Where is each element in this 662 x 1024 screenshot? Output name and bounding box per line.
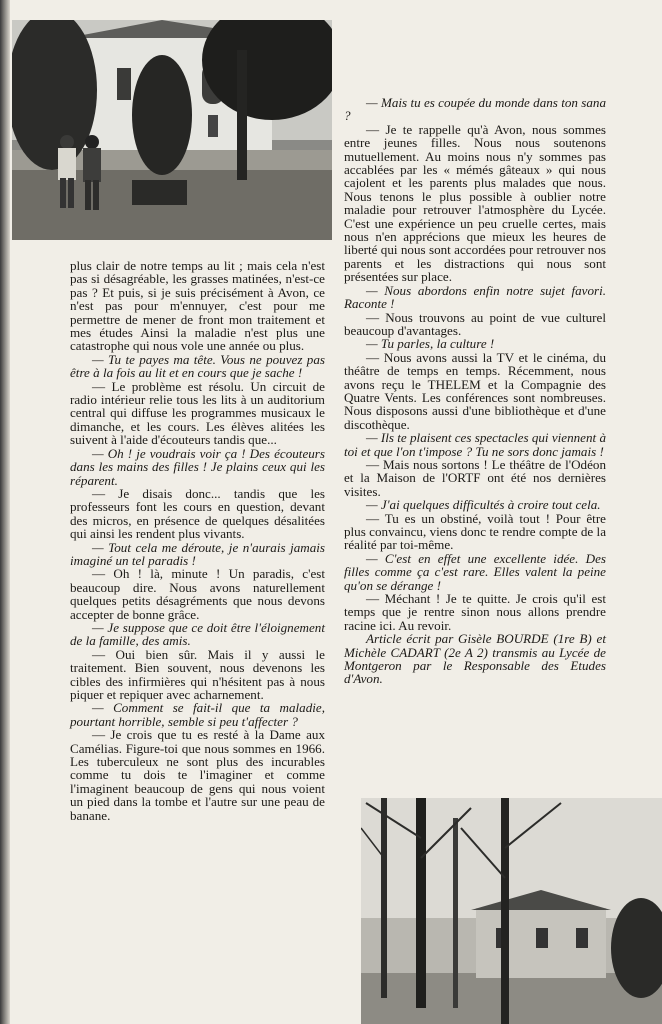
paragraph: — Oui bien sûr. Mais il y aussi le traitement. Bien souvent, nous devenons les cibles des infirmières qui n'hésitent pas à nous piquer et repiquer avec acharnement. <box>70 646 325 702</box>
paragraph: — Tu te payes ma tête. Vous ne pouvez pas être à la fois au lit et en cours que je sache ! <box>70 351 325 381</box>
paragraph: — Méchant ! Je te quitte. Je crois qu'il est temps que je rentre sinon nous allons prendre racine ici. Au revoir. <box>344 591 606 633</box>
paragraph: — Ils te plaisent ces spectacles qui viennent à toi et que l'on t'impose ? Tu ne sors donc jamais ! <box>344 430 606 459</box>
page-binding-edge <box>0 0 10 1024</box>
paragraph: plus clair de notre temps au lit ; mais cela n'est pas si désagréable, les grasses matinées, n'est-ce pas ? Et puis, si je suis précisément à Avon, ce n'est pas pour m'ennuyer, c'est pour me permettre de mener de front mon traitement et mes études Ainsi la maladie n'est plus une catastrophe qui nous vole une année ou plus. <box>70 258 325 354</box>
paragraph: — Nous abordons enfin notre sujet favori. Raconte ! <box>344 282 606 312</box>
photo-girls-garden <box>12 20 332 240</box>
paragraph: — Oh ! je voudrais voir ça ! Des écouteurs dans les mains des filles ! Je plains ceux qui les réparent. <box>70 445 325 488</box>
paragraph: — Je crois que tu es resté à la Dame aux Camélias. Figure-toi que nous sommes en 1966. Les tuberculeux ne sont plus des incurables comme tu dois te l'imaginer et comme l'imaginent beaucoup de gens qui nous voient un pied dans la tombe et l'autre sur une peau de banane. <box>70 727 325 823</box>
paragraph: — Oh ! là, minute ! Un paradis, c'est beaucoup dire. Nous avons naturellement quelques petits désagréments que nous devons accepter de bonne grâce. <box>70 566 325 622</box>
photo-park-house <box>361 798 662 1024</box>
paragraph: — Nous avons aussi la TV et le cinéma, du théâtre de temps en temps. Récemment, nous avons reçu le THELEM et la Compagnie des Quatre Vents. Les conférences sont nombreuses. Nous disposons aussi d'une bibliothèque et d'une discothèque. <box>344 349 606 432</box>
paragraph: — Nous trouvons au point de vue culturel beaucoup d'avantages. <box>344 309 606 338</box>
paragraph: — J'ai quelques difficultés à croire tout cela. <box>366 497 601 513</box>
article-right-column <box>344 96 606 686</box>
paragraph: — Comment se fait-il que ta maladie, pourtant horrible, semble si peu t'affecter ? <box>70 700 325 729</box>
paragraph: — Le problème est résolu. Un circuit de radio intérieur relie tous les lits à un auditorium central qui diffuse les programmes musicaux le dimanche, et les cours. Les élèves alitées les suivent à l'aide d'écouteurs tandis que... <box>70 378 325 448</box>
paragraph: — Tout cela me déroute, je n'aurais jamais imaginé un tel paradis ! <box>70 539 325 568</box>
paragraph: — Tu parles, la culture ! <box>366 336 495 352</box>
paragraph: — Mais tu es coupée du monde dans ton sana ? <box>344 95 606 124</box>
paragraph: — Je disais donc... tandis que les professeurs font les cours en question, devant des micros, en présence de quelques désalitées qui ainsi les rendent plus vivants. <box>70 485 325 542</box>
paragraph: — Je suppose que ce doit être l'éloignement de la famille, des amis. <box>70 619 325 649</box>
paragraph: — Je te rappelle qu'à Avon, nous sommes entre jeunes filles. Nous nous soutenons mutuellement. Au moins nous n'y sommes pas accablées par les « mémés gâteaux » qui nous cajolent et les parents plus malades que nous. Nous tenons le plus possible à oublier notre maladie pour retrouver l'atmosphère du Lycée. C'est une expérience un peu cruelle certes, mais nous n'en apprécions que mieux les heures de liberté qui nous sont accordées pour retrouver nos parents et les distractions qui nous sont présentées sur place. <box>344 121 606 285</box>
article-credit: Article écrit par Gisèle BOURDE (1re B) et Michèle CADART (2e A 2) transmis au Lycée de Montgeron par le Responsable des Etudes d'Avon. <box>344 631 606 687</box>
article-left-column <box>70 259 325 822</box>
paragraph: — Mais nous sortons ! Le théâtre de l'Odéon et la Maison de l'ORTF ont été nos dernières visites. <box>344 456 606 499</box>
paragraph: — Tu es un obstiné, voilà tout ! Pour être plus convaincu, viens donc te rendre compte de la réalité par toi-même. <box>344 510 606 553</box>
paragraph: — C'est en effet une excellente idée. Des filles comme ça c'est rare. Elles valent la peine qu'on se dérange ! <box>344 550 606 593</box>
